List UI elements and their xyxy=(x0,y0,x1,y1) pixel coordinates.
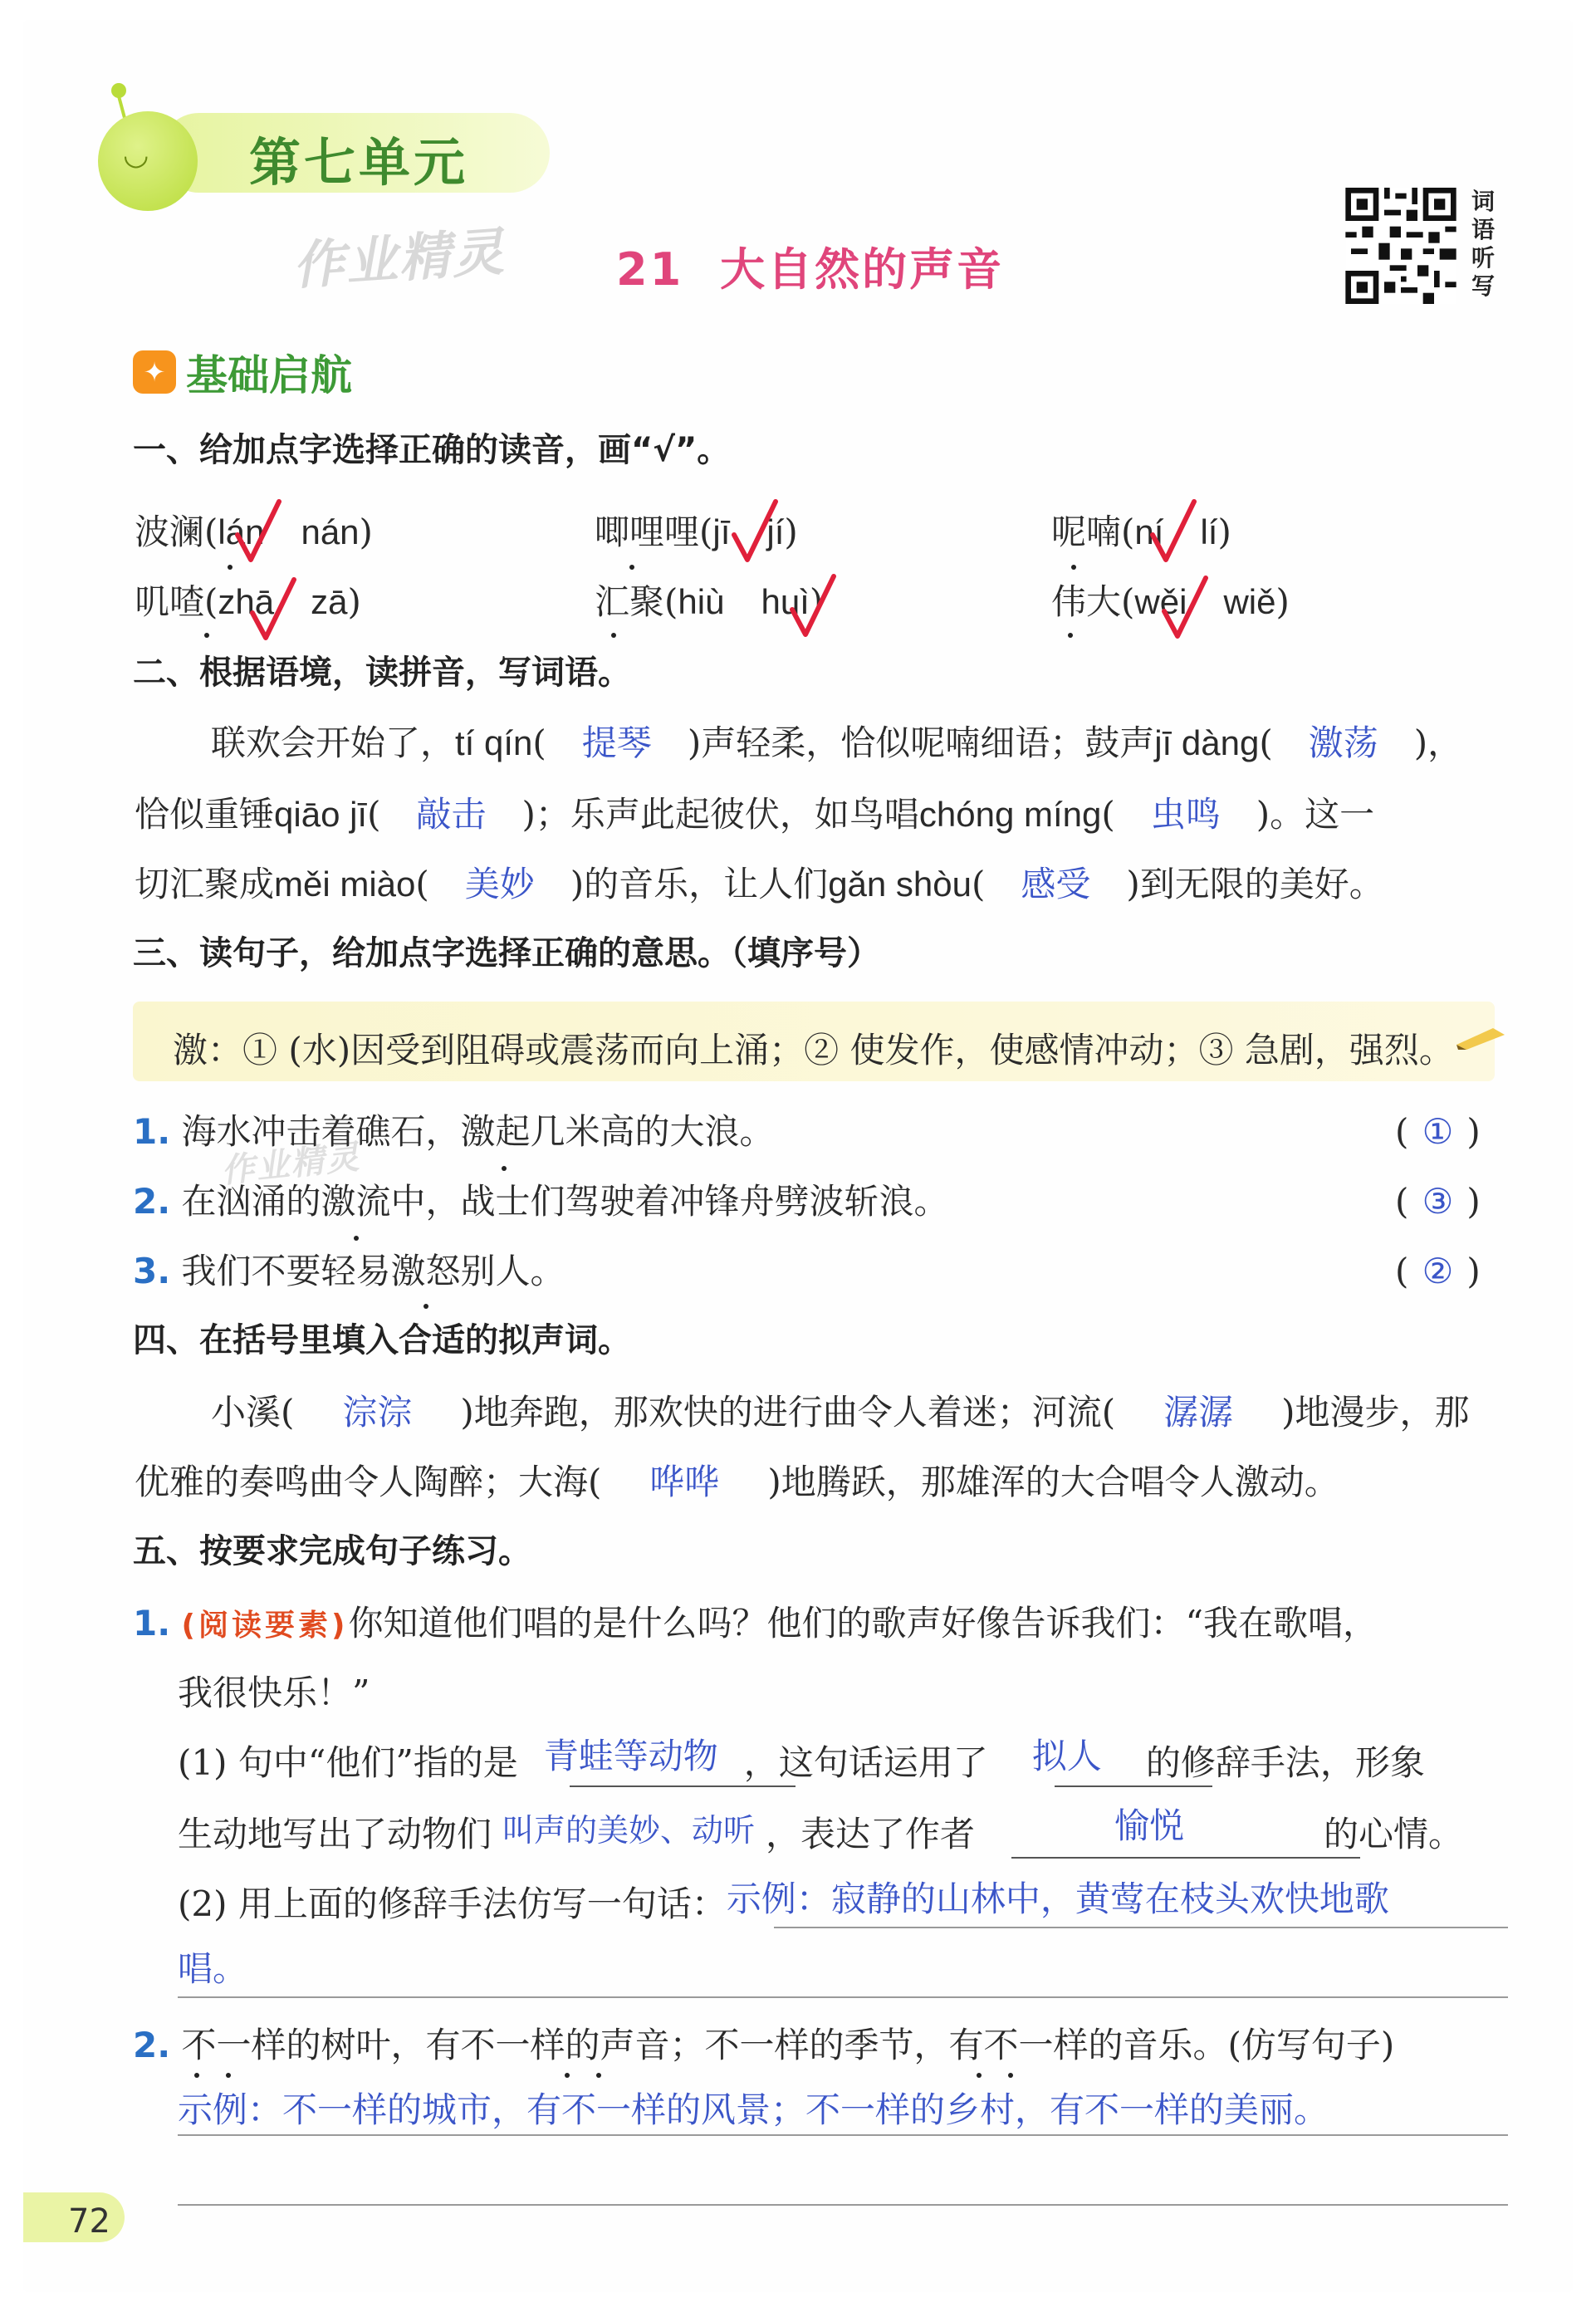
definition-box xyxy=(133,1002,1495,1081)
item-text: 你知道他们唱的是什么吗？他们的歌声好像告诉我们：“我在歌唱， xyxy=(348,1603,1378,1643)
answer[interactable]: ③ xyxy=(1422,1181,1454,1222)
checkmark-icon xyxy=(731,498,779,565)
q2-text: 联欢会开始了， xyxy=(211,722,456,763)
paren: ( xyxy=(1121,581,1135,622)
answer-underline xyxy=(1011,1857,1360,1859)
answer[interactable]: 虫鸣 xyxy=(1150,794,1221,835)
paren: ( xyxy=(415,864,429,904)
paren: ( xyxy=(1101,794,1115,835)
item-number: 1. xyxy=(133,1603,171,1643)
answer[interactable]: 青蛙等动物 xyxy=(543,1736,718,1776)
q2-text: )到无限的美好。 xyxy=(1126,864,1384,904)
qr-label-char: 语 xyxy=(1471,216,1496,243)
answer[interactable]: 叫声的美妙、动听 xyxy=(502,1812,756,1849)
emphasis-dot xyxy=(1068,633,1073,638)
pinyin-option[interactable]: hiù xyxy=(678,582,725,621)
q2-heading: 二、根据语境，读拼音，写词语。 xyxy=(133,654,631,692)
emphasis-dot xyxy=(596,2073,601,2078)
lesson-name: 大自然的声音 xyxy=(720,243,1005,296)
checkmark-icon xyxy=(1149,498,1197,565)
section-title: 基础启航 xyxy=(186,351,352,399)
paren: ) xyxy=(1217,512,1231,552)
q1-word: 唧哩哩 xyxy=(595,512,700,552)
paren: ( xyxy=(532,722,546,763)
item-text: 海水冲击着礁石，激起几米高的大浪。 xyxy=(181,1111,775,1152)
q5-sub1-line1 xyxy=(178,1736,1425,1783)
q4-line xyxy=(135,1462,1339,1502)
qr-label-char: 听 xyxy=(1471,244,1496,272)
mascot-face-icon: ◡ xyxy=(123,138,149,172)
pinyin-option[interactable]: jí xyxy=(766,512,785,551)
answer[interactable]: 潺潺 xyxy=(1163,1392,1234,1433)
rocket-icon: ✦ xyxy=(133,350,176,394)
q1-word: 叽喳 xyxy=(135,581,205,622)
pinyin: chóng míng xyxy=(918,795,1102,834)
q1-item xyxy=(135,581,361,622)
q1-item xyxy=(1051,512,1231,552)
emphasis-dot xyxy=(1008,2073,1013,2078)
paren: ( xyxy=(699,512,713,552)
q1-word: 伟大 xyxy=(1051,581,1122,622)
q4-text: )地腾跃，那雄浑的大合唱令人激动。 xyxy=(767,1462,1339,1502)
paren: ) xyxy=(809,581,824,622)
paren: ( xyxy=(367,794,381,835)
q1-word: 汇聚 xyxy=(595,581,665,622)
q2-text: )， xyxy=(1413,722,1463,763)
reading-tag: (阅读要素) xyxy=(181,1609,349,1643)
q3-answer xyxy=(1395,1251,1481,1291)
q2-text: )。这一 xyxy=(1256,794,1375,835)
qr-label-char: 写 xyxy=(1471,272,1496,300)
pinyin-option[interactable]: zā xyxy=(311,582,348,621)
q2-text: )；乐声此起彼伏，如鸟唱 xyxy=(521,794,919,835)
q4-text: 小溪( xyxy=(211,1392,295,1433)
q5-text: ，这句话运用了 xyxy=(743,1742,988,1783)
q3-heading: 三、读句子，给加点字选择正确的意思。（填序号） xyxy=(133,934,880,972)
q3-answer xyxy=(1395,1181,1481,1222)
q2-line xyxy=(135,794,1375,835)
item-number: 1. xyxy=(133,1111,171,1152)
checkmark-icon xyxy=(234,498,282,565)
q5-text: 的心情。 xyxy=(1324,1814,1464,1854)
q3-item xyxy=(133,1111,775,1152)
answer[interactable]: 哗哗 xyxy=(649,1462,720,1502)
pinyin-option[interactable]: wěi xyxy=(1134,582,1187,621)
paren: ) xyxy=(1466,1111,1481,1152)
pinyin-option[interactable]: nán xyxy=(301,512,360,551)
paren: ) xyxy=(1275,581,1290,622)
q4-text: )地漫步，那 xyxy=(1281,1392,1470,1433)
q2-line xyxy=(211,722,1463,763)
pinyin: tí qín xyxy=(455,723,533,762)
q5-sub2-answer-cont[interactable]: 唱。 xyxy=(178,1948,248,1989)
q1-word: 波澜 xyxy=(135,512,205,552)
q4-heading: 四、在括号里填入合适的拟声词。 xyxy=(133,1321,631,1359)
mascot-antenna-ball xyxy=(111,83,126,98)
q2-text: 恰似重锤 xyxy=(135,794,275,835)
q5-text: (1) 句中“他们”指的是 xyxy=(178,1742,518,1783)
item-number: 2. xyxy=(133,1181,171,1222)
pinyin-option[interactable]: ní xyxy=(1134,512,1164,551)
q1-heading: 一、给加点字选择正确的读音，画“√”。 xyxy=(133,431,731,469)
lesson-title xyxy=(616,234,1004,298)
q3-answer xyxy=(1395,1111,1481,1152)
lesson-number: 21 xyxy=(616,243,684,296)
answer[interactable]: 激荡 xyxy=(1308,722,1378,763)
emphasis-dot xyxy=(226,2073,231,2078)
pinyin-option[interactable]: lí xyxy=(1200,512,1218,551)
answer[interactable]: 淙淙 xyxy=(342,1392,413,1433)
emphasis-dot xyxy=(629,565,634,570)
qr-label xyxy=(1471,188,1500,301)
pinyin: gǎn shòu xyxy=(828,865,972,904)
answer-underline xyxy=(1055,1785,1212,1787)
paren: ) xyxy=(359,512,373,552)
q2-text: )的音乐，让人们 xyxy=(570,864,829,904)
emphasis-dot xyxy=(977,2073,982,2078)
watermark-small: 作业精灵 xyxy=(219,1138,363,1191)
answer-underline xyxy=(570,1785,796,1787)
q3-item xyxy=(133,1251,565,1291)
checkmark-icon xyxy=(789,573,837,639)
item-text: 不一样的树叶，有不一样的声音；不一样的季节，有不一样的音乐。(仿写句子) xyxy=(181,2025,1395,2065)
paren: ) xyxy=(784,512,798,552)
paren: ( xyxy=(1395,1111,1409,1152)
pinyin: qiāo jī xyxy=(274,795,368,834)
qr-label-char: 词 xyxy=(1471,188,1496,215)
paren: ( xyxy=(1259,722,1273,763)
item-text: 在汹涌的激流中，战士们驾驶着冲锋舟劈波斩浪。 xyxy=(181,1181,949,1222)
emphasis-dot xyxy=(354,1236,359,1241)
emphasis-dot xyxy=(565,2073,570,2078)
q5-item1-cont: 我很快乐！” xyxy=(178,1673,370,1713)
q3-item xyxy=(133,1181,949,1222)
writing-line xyxy=(178,2134,1508,2136)
q4-text: )地奔跑，那欢快的进行曲令人着迷；河流( xyxy=(460,1392,1116,1433)
page-number: 72 xyxy=(68,2202,110,2241)
q5-item1 xyxy=(133,1603,1378,1643)
emphasis-dot xyxy=(423,1304,428,1309)
paren: ( xyxy=(1395,1251,1409,1291)
paren: ) xyxy=(1466,1181,1481,1222)
answer[interactable]: 提琴 xyxy=(581,722,652,763)
q4-line xyxy=(211,1392,1470,1433)
paren: ) xyxy=(1466,1251,1481,1291)
definition-text: 激：① (水)因受到阻碍或震荡而向上涌；② 使发作，使感情冲动；③ 急剧，强烈。 xyxy=(173,1030,1454,1070)
item-number: 3. xyxy=(133,1251,171,1291)
emphasis-dot xyxy=(502,1166,507,1171)
paren: ) xyxy=(347,581,361,622)
section-header xyxy=(133,342,352,402)
checkmark-icon xyxy=(249,576,297,643)
answer[interactable]: ② xyxy=(1422,1251,1454,1291)
paren: ( xyxy=(204,512,218,552)
answer[interactable]: 愉悦 xyxy=(1114,1805,1185,1846)
q5-sub2 xyxy=(178,1878,1389,1924)
unit-banner xyxy=(93,93,558,203)
pencil-icon xyxy=(1456,1026,1506,1050)
answer[interactable]: 示例：寂静的山林中，黄莺在枝头欢快地歌 xyxy=(726,1878,1389,1919)
q2-text: 切汇聚成 xyxy=(135,864,275,904)
q2-line xyxy=(135,864,1384,904)
writing-line xyxy=(178,2204,1508,2206)
answer[interactable]: 拟人 xyxy=(1031,1736,1102,1776)
q5-text: ，表达了作者 xyxy=(766,1814,976,1854)
pinyin-option[interactable]: wiě xyxy=(1223,582,1276,621)
paren: ( xyxy=(664,581,678,622)
q5-text: 生动地写出了动物们 xyxy=(178,1814,492,1854)
q5-item2 xyxy=(133,2025,1395,2065)
watermark: 作业精灵 xyxy=(291,221,507,296)
pinyin-option[interactable]: jī xyxy=(712,512,731,551)
qr-code-icon[interactable] xyxy=(1345,188,1456,304)
answer[interactable]: 感受 xyxy=(1021,864,1091,904)
item-number: 2. xyxy=(133,2025,171,2065)
answer[interactable]: 敲击 xyxy=(416,794,487,835)
pinyin-option[interactable]: lán xyxy=(218,512,265,551)
writing-line xyxy=(774,1927,1508,1928)
pinyin-option[interactable]: huì xyxy=(761,582,810,621)
emphasis-dot xyxy=(194,2073,199,2078)
pinyin: měi miào xyxy=(274,865,416,904)
q5-heading: 五、按要求完成句子练习。 xyxy=(133,1532,531,1570)
q5-item2-answer[interactable]: 示例：不一样的城市，有不一样的风景；不一样的乡村，有不一样的美丽。 xyxy=(178,2089,1329,2130)
q5-text: (2) 用上面的修辞手法仿写一句话： xyxy=(178,1883,727,1924)
pinyin-option[interactable]: zhā xyxy=(218,582,275,621)
q1-word: 呢喃 xyxy=(1051,512,1122,552)
q2-text: )声轻柔，恰似呢喃细语；鼓声 xyxy=(687,722,1155,763)
paren: ( xyxy=(1395,1181,1409,1222)
unit-title: 第七单元 xyxy=(249,132,469,193)
pinyin: jī dàng xyxy=(1154,723,1260,762)
paren: ( xyxy=(1121,512,1135,552)
paren: ( xyxy=(972,864,986,904)
emphasis-dot xyxy=(228,565,233,570)
q5-text: 的修辞手法，形象 xyxy=(1145,1742,1425,1783)
emphasis-dot xyxy=(1071,565,1076,570)
checkmark-icon xyxy=(1161,575,1209,641)
emphasis-dot xyxy=(611,633,616,638)
emphasis-dot xyxy=(204,633,209,638)
item-text: 我们不要轻易激怒别人。 xyxy=(181,1251,565,1291)
writing-line xyxy=(178,1996,1508,1998)
paren: ( xyxy=(204,581,218,622)
q5-sub1-line2 xyxy=(178,1805,1464,1854)
answer[interactable]: ① xyxy=(1422,1111,1454,1152)
answer[interactable]: 美妙 xyxy=(464,864,535,904)
q4-text: 优雅的奏鸣曲令人陶醉；大海( xyxy=(135,1462,602,1502)
